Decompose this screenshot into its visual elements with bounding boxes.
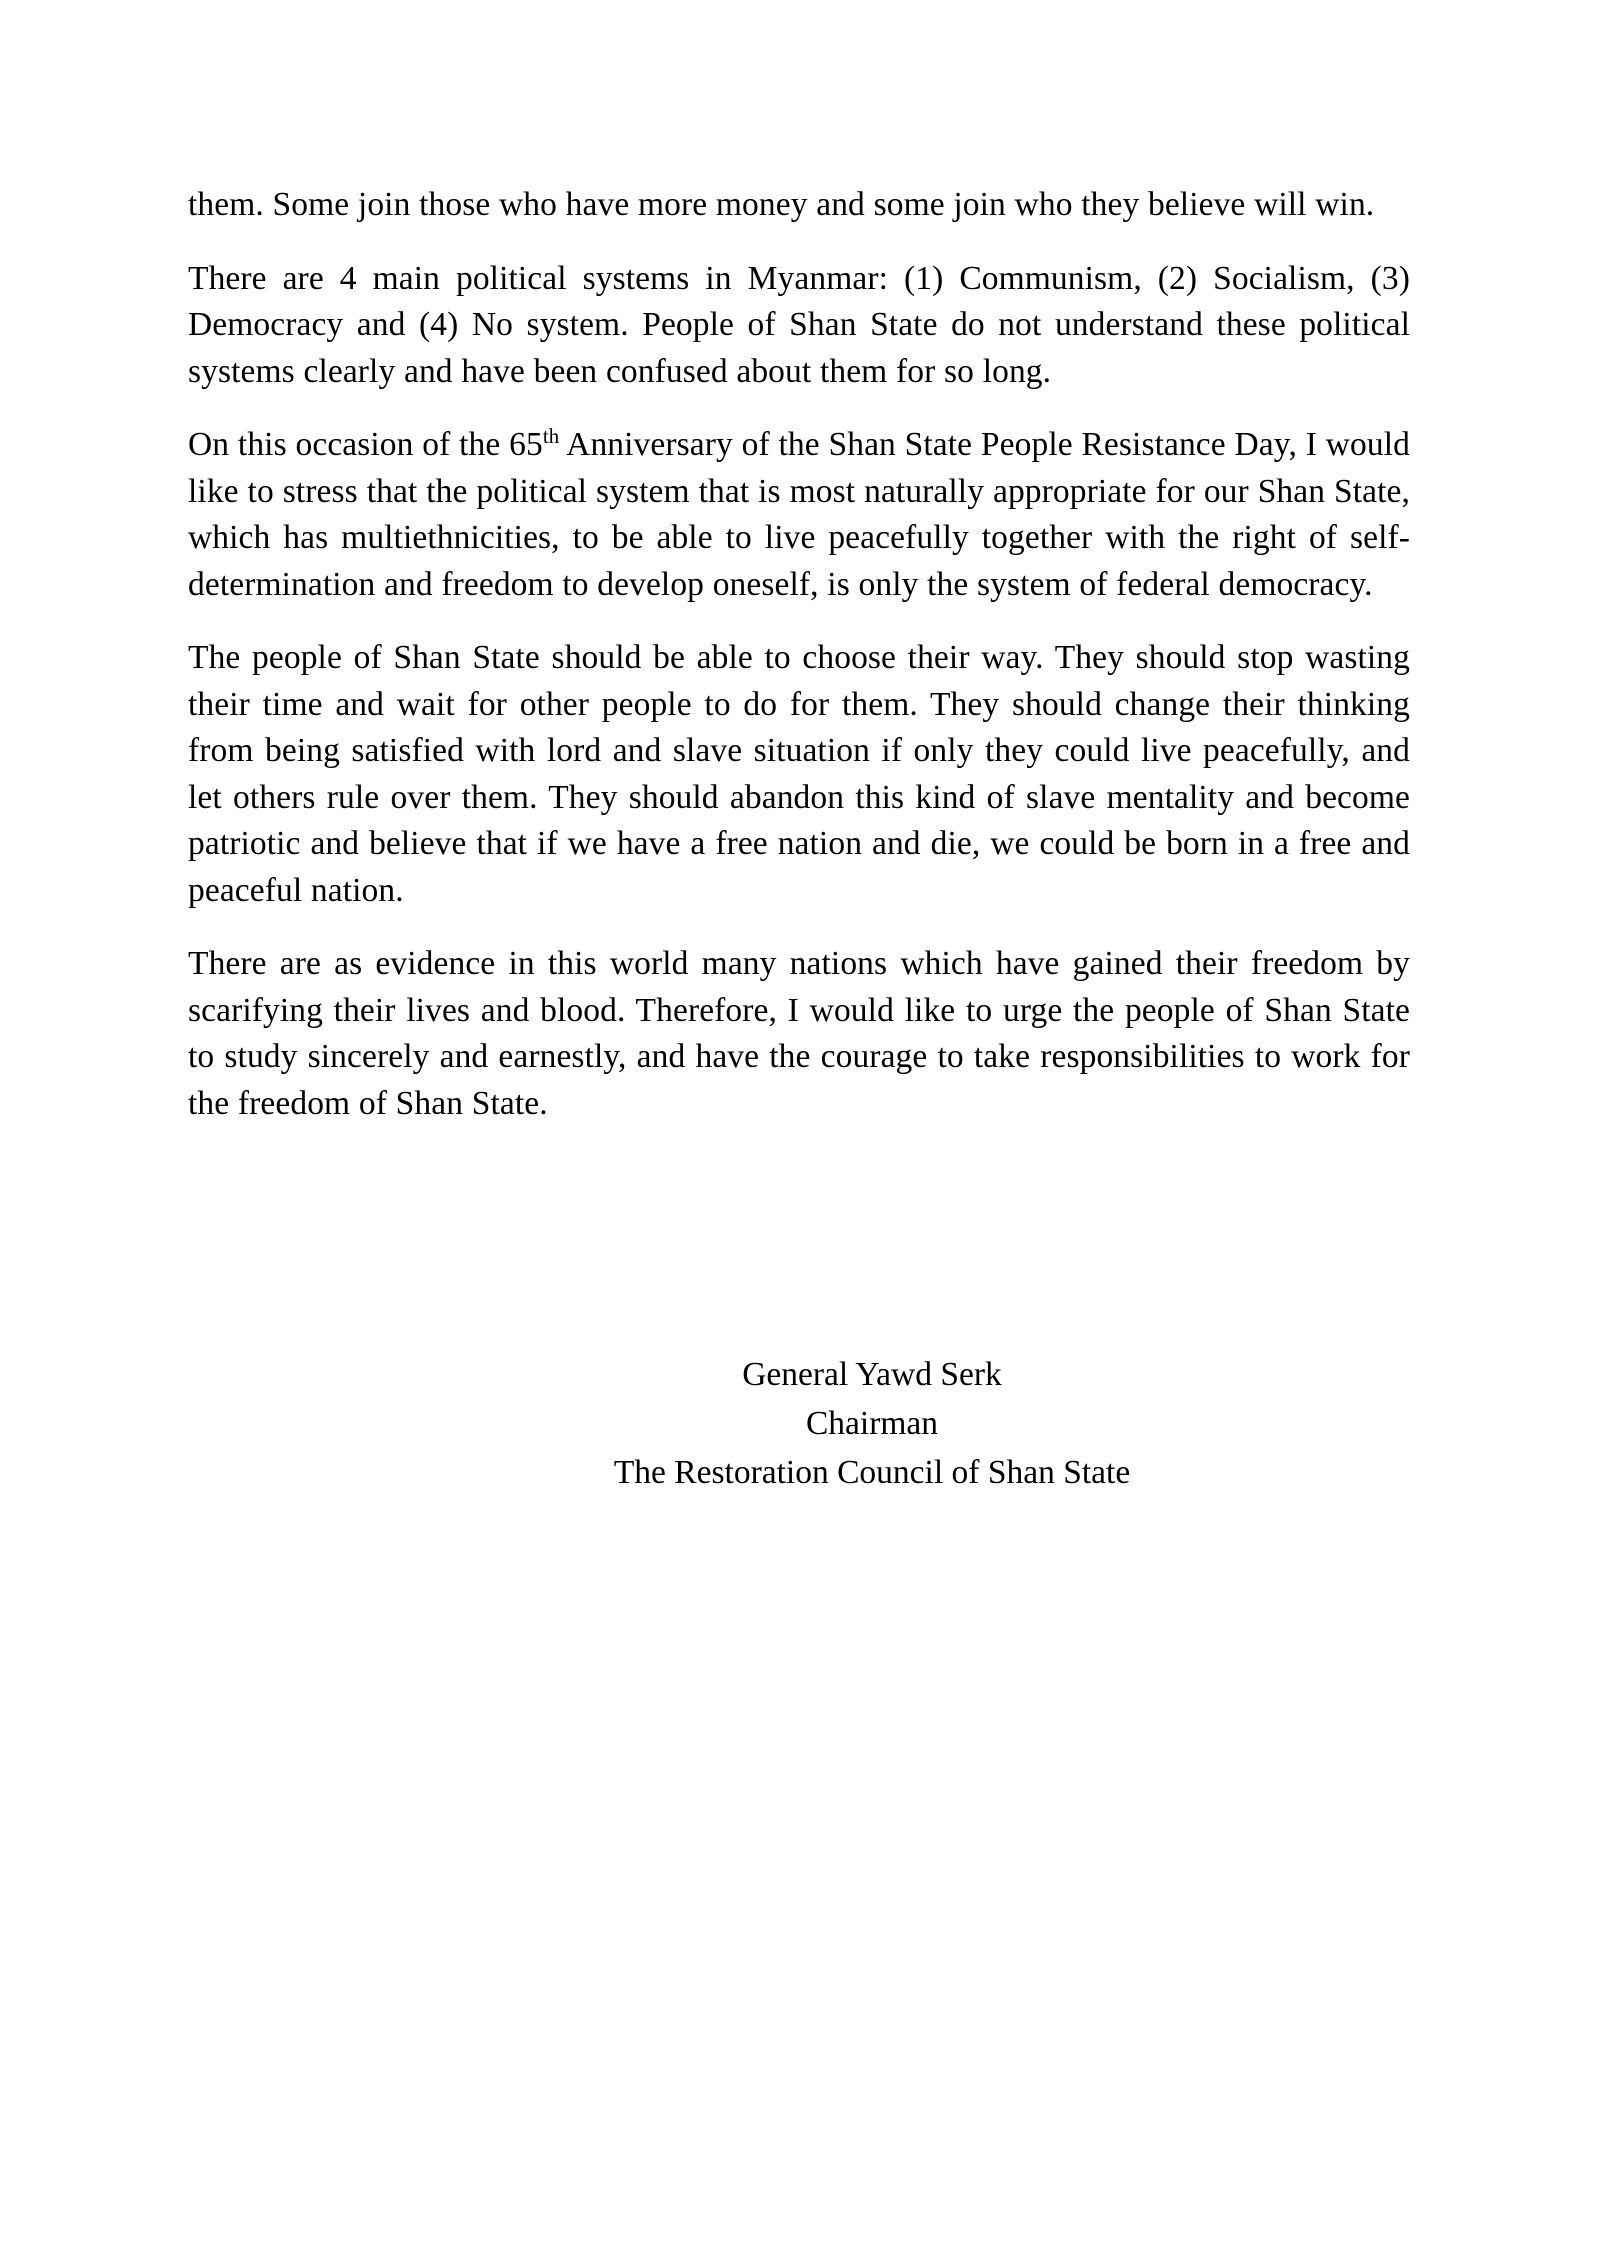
document-body xyxy=(188,182,1410,1127)
paragraph-continuation: them. Some join those who have more money and some join who they believe will win. xyxy=(188,186,1375,223)
paragraph-political-systems: There are 4 main political systems in Myanmar: (1) Communism, (2) Socialism, (3) Democracy and (4) No system. People of Shan State do not understand these political systems clearly and have been confused about them for so long. xyxy=(188,259,1410,390)
signature-block xyxy=(188,1350,1410,1497)
paragraph-anniversary xyxy=(188,422,1410,608)
signatory-organization: The Restoration Council of Shan State xyxy=(613,1454,1131,1491)
signatory-title: Chairman xyxy=(805,1405,939,1442)
anniversary-text-before-ordinal: On this occasion of the 65 xyxy=(188,426,543,463)
paragraph-choose-their-way: The people of Shan State should be able to choose their way. They should stop wasting their time and wait for other people to do for them. They should change their thinking from being satisfied with lord and slave situation if only they could live peacefully, and let others rule over them. They should abandon this kind of slave mentality and become patriotic and believe that if we have a free nation and die, we could be born in a free and peaceful nation. xyxy=(188,639,1410,909)
signature-inner xyxy=(614,1350,1130,1497)
anniversary-text-after-ordinal: Anniversary of the Shan State People Resistance Day, I would like to stress that the political system that is most naturally appropriate for our Shan State, which has multiethnicities, to be able to live peacefully together with the right of self-determination and freedom to develop oneself, is only the system of federal democracy. xyxy=(188,426,1410,603)
paragraph-evidence-nations: There are as evidence in this world many nations which have gained their freedom by scarifying their lives and blood. Therefore, I would like to urge the people of Shan State to study sincerely and earnestly, and have the courage to take responsibilities to work for the freedom of Shan State. xyxy=(188,945,1410,1122)
signatory-name: General Yawd Serk xyxy=(742,1356,1002,1393)
ordinal-suffix-th: th xyxy=(542,424,560,448)
